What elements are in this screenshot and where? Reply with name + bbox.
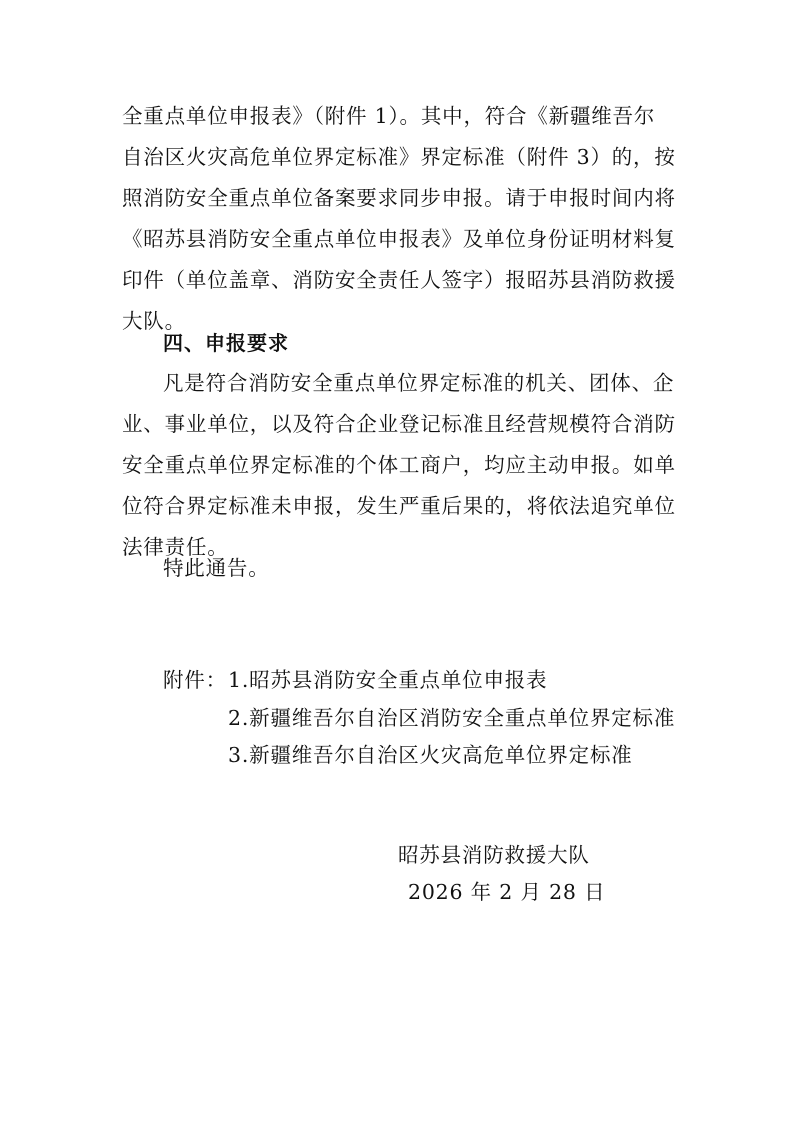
paragraph-line: 位符合界定标准未申报，发生严重后果的，将依法追究单位 (122, 494, 676, 518)
paragraph-line: 法律责任。 (122, 535, 229, 559)
paragraph-line: 照消防安全重点单位备案要求同步申报。请于申报时间内将 (122, 186, 676, 210)
attachment-item: 1.昭苏县消防安全重点单位申报表 (228, 668, 548, 692)
section-heading: 四、申报要求 (163, 331, 289, 355)
paragraph-line: 业、事业单位，以及符合企业登记标准且经营规模符合消防 (122, 412, 676, 436)
paragraph-line: 安全重点单位界定标准的个体工商户，均应主动申报。如单 (122, 453, 676, 477)
paragraph-line: 凡是符合消防安全重点单位界定标准的机关、团体、企 (163, 371, 675, 395)
signing-organization: 昭苏县消防救援大队 (398, 843, 590, 867)
attachment-item: 2.新疆维吾尔自治区消防安全重点单位界定标准 (228, 706, 676, 730)
paragraph-line: 全重点单位申报表》（附件 1）。其中，符合《新疆维吾尔 (122, 104, 656, 128)
attachments-label: 附件： (163, 668, 227, 692)
attachment-item: 3.新疆维吾尔自治区火灾高危单位界定标准 (228, 743, 633, 767)
closing-text: 特此通告。 (163, 556, 270, 580)
paragraph-line: 印件（单位盖章、消防安全责任人签字）报昭苏县消防救援 (122, 268, 676, 292)
paragraph-line: 大队。 (122, 309, 186, 333)
paragraph-line: 《昭苏县消防安全重点单位申报表》及单位身份证明材料复 (122, 227, 676, 251)
paragraph-line: 自治区火灾高危单位界定标准》界定标准（附件 3）的，按 (122, 145, 676, 169)
signing-date: 2026 年 2 月 28 日 (408, 880, 606, 904)
